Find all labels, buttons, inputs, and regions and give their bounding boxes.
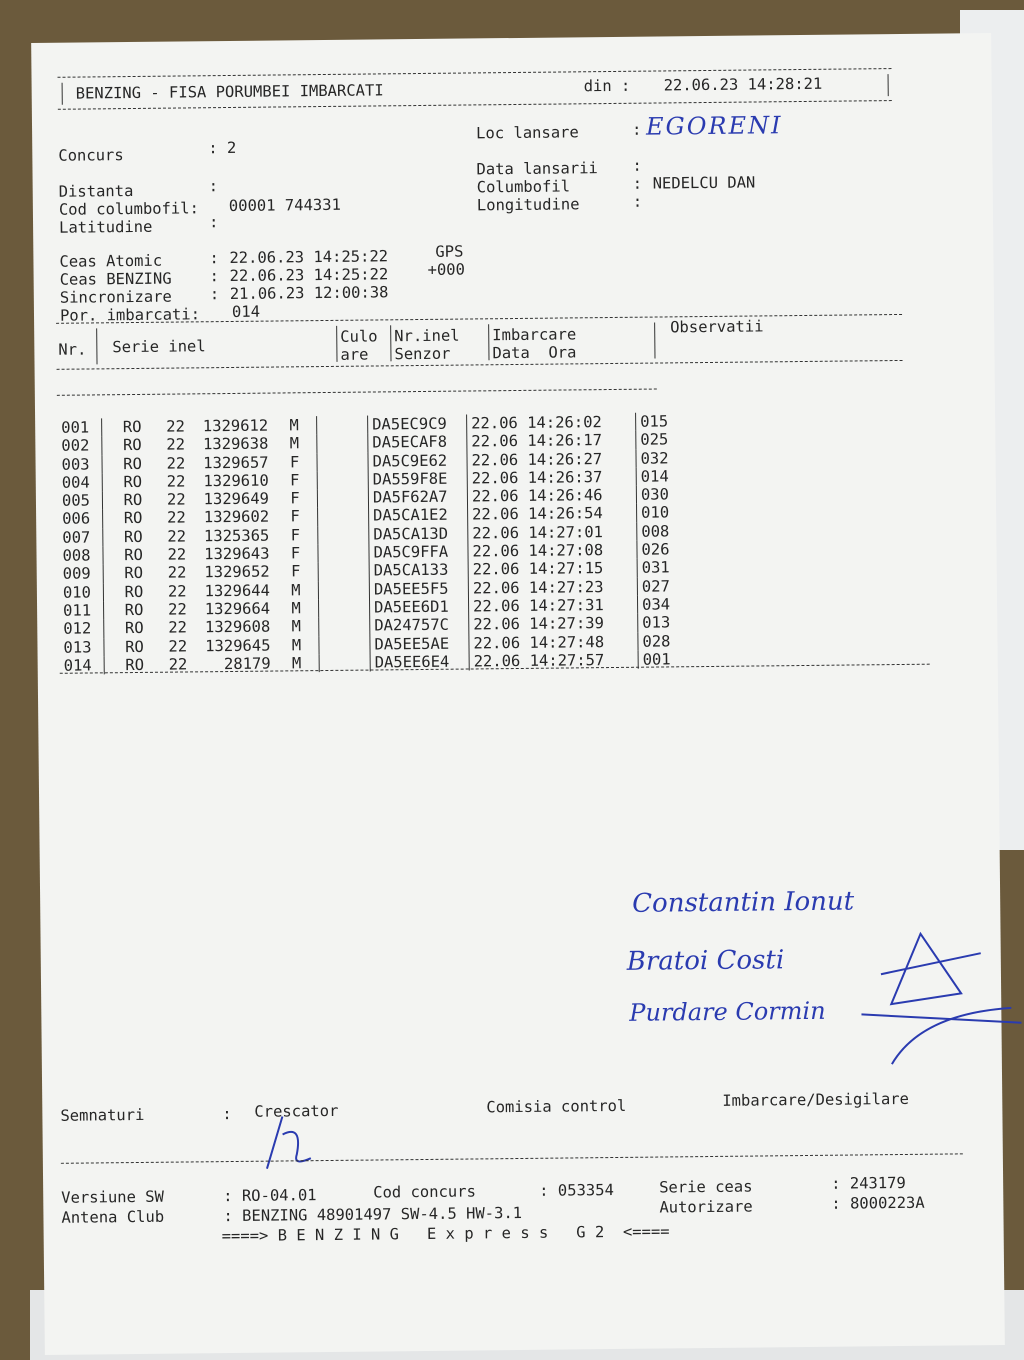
- crescator-label: Crescator: [254, 1101, 339, 1121]
- cell-sex: M: [291, 617, 302, 636]
- cell-dt: 22.06 14:27:31: [468, 596, 637, 616]
- cell-yr: 22: [168, 600, 187, 619]
- cell-sensor: DA5ECAF8: [368, 433, 467, 452]
- cell-ring: 1329645: [205, 636, 271, 655]
- cell-sensor: DA5EC9C9: [368, 415, 467, 434]
- cell-ro: RO: [123, 472, 143, 492]
- cell-sex: F: [290, 544, 301, 563]
- cell-nr: 002: [57, 437, 102, 456]
- ceas-benzing-colon: :: [209, 267, 220, 286]
- header-bar-left: [62, 83, 63, 105]
- cell-sex: F: [290, 489, 300, 508]
- handwritten-signature-1: Constantin Ionut: [632, 886, 855, 919]
- cell-dt: 22.06 14:27:23: [468, 577, 637, 597]
- cell-yr: 22: [168, 618, 188, 637]
- cell-obs: 025: [640, 430, 669, 450]
- ceas-benzing-label: Ceas BENZING: [59, 269, 172, 289]
- cell-col: [319, 617, 370, 636]
- cell-yr: 22: [166, 454, 186, 473]
- pigeon-table: [57, 412, 707, 675]
- cell-col: [317, 489, 368, 508]
- cell-sensor: DA24757C: [370, 616, 469, 635]
- cell-obs: 031: [641, 558, 670, 578]
- handwritten-signature-3: Purdare Cormin: [629, 996, 826, 1027]
- cell-yr: 22: [166, 472, 186, 491]
- cell-sex: F: [290, 507, 300, 526]
- cod-columbofil-value: 00001 744331: [228, 195, 341, 216]
- cell-obs: 026: [641, 540, 670, 559]
- cell-ring: 1329664: [204, 599, 271, 619]
- cell-nr: 010: [59, 583, 104, 602]
- cell-nr: 013: [59, 638, 104, 657]
- cell-ring: 1329610: [203, 471, 269, 491]
- cell-sex: F: [290, 526, 301, 545]
- table-rule-body-top: [57, 389, 657, 396]
- cell-nr: 005: [58, 492, 103, 511]
- cell-sex: M: [289, 434, 300, 453]
- latitudine-label: Latitudine: [58, 217, 153, 237]
- cell-dt: 22.06 14:26:27: [467, 449, 636, 469]
- serie-ceas-label: Serie ceas: [659, 1177, 753, 1197]
- cell-sex: M: [291, 654, 302, 673]
- cell-yr: 22: [166, 490, 186, 509]
- col-divider-culoare: [336, 326, 337, 362]
- col-nrinel-1: Nr.inel: [394, 326, 460, 346]
- sincronizare-label: Sincronizare: [59, 287, 172, 307]
- columbofil-colon: :: [632, 174, 643, 193]
- cell-obs: 028: [642, 631, 671, 651]
- cell-ro: RO: [125, 655, 145, 674]
- cell-col: [317, 470, 368, 489]
- ceas-benzing-value: 22.06.23 14:25:22: [229, 265, 389, 285]
- cell-dt: 22.06 14:27:15: [468, 559, 637, 579]
- cell-sex: M: [291, 580, 301, 600]
- cell-col: [318, 562, 369, 581]
- col-serie-inel: Serie inel: [112, 337, 206, 357]
- cell-dt: 22.06 14:27:39: [469, 614, 638, 634]
- cell-ro: RO: [124, 582, 144, 601]
- cell-yr: 22: [166, 435, 186, 454]
- cell-sex: F: [290, 562, 301, 581]
- col-imbarcare-1: Imbarcare: [492, 325, 577, 345]
- crescator-signature: [252, 1114, 323, 1175]
- cell-ring: 28179: [223, 654, 271, 673]
- cell-yr: 22: [167, 563, 187, 583]
- cell-nr: 009: [59, 565, 104, 584]
- cell-ring: 1329608: [204, 617, 271, 637]
- cell-sex: M: [291, 599, 301, 618]
- concurs-value: : 2: [208, 138, 237, 158]
- autorizare-value: : 8000223A: [831, 1193, 925, 1213]
- col-culoare-2: are: [340, 345, 369, 364]
- col-divider-nr: [96, 328, 97, 364]
- cell-yr: 22: [167, 527, 187, 546]
- cell-ring: 1329649: [203, 489, 270, 509]
- handwritten-signature-2: Bratoi Costi: [626, 945, 785, 977]
- cell-ro: RO: [123, 527, 143, 546]
- cell-dt: 22.06 14:27:08: [468, 541, 637, 561]
- cod-concurs-label: Cod concurs: [373, 1182, 476, 1202]
- columbofil-label: Columbofil: [476, 177, 571, 197]
- benzing-banner: ====> B E N Z I N G E x p r e s s G 2 <====: [221, 1222, 670, 1246]
- cell-obs: 015: [640, 412, 669, 431]
- concurs-label: Concurs: [58, 146, 124, 165]
- header-rule-bottom: [58, 100, 892, 110]
- cell-sensor: DA5CA13D: [369, 524, 468, 543]
- cell-dt: 22.06 14:26:17: [467, 431, 636, 451]
- cell-nr: 011: [59, 601, 104, 620]
- por-imbarcati-value: 014: [231, 302, 261, 321]
- cell-ro: RO: [124, 619, 144, 638]
- data-lansarii-label: Data lansarii: [476, 159, 598, 179]
- cell-yr: 22: [168, 637, 188, 656]
- col-divider-obs: [654, 323, 655, 359]
- paper-sheet: [31, 33, 1005, 1355]
- cell-dt: 22.06 14:26:46: [467, 486, 636, 506]
- cell-yr: 22: [168, 655, 188, 674]
- cell-obs: 013: [642, 613, 671, 632]
- cell-ro: RO: [122, 417, 142, 437]
- versiune-label: Versiune SW: [61, 1187, 164, 1207]
- cell-ro: RO: [122, 436, 142, 455]
- ceas-atomic-label: Ceas Atomic: [59, 251, 163, 271]
- cell-nr: 006: [58, 510, 103, 529]
- document-title: BENZING - FISA PORUMBEI IMBARCATI: [75, 81, 384, 103]
- sincronizare-value: 21.06.23 12:00:38: [229, 283, 389, 303]
- comisia-label: Comisia control: [486, 1096, 627, 1117]
- cell-col: [318, 507, 369, 526]
- cod-concurs-value: : 053354: [539, 1181, 614, 1200]
- serie-ceas-value: : 243179: [831, 1173, 906, 1193]
- cell-nr: 014: [60, 656, 105, 675]
- cell-sensor: DA5C9FFA: [369, 543, 468, 562]
- cod-columbofil-label: Cod columbofil:: [58, 199, 199, 219]
- cell-dt: 22.06 14:27:01: [468, 523, 637, 543]
- cell-ring: 1325365: [203, 526, 270, 546]
- cell-sensor: DA5F62A7: [368, 488, 467, 507]
- cell-col: [317, 452, 368, 471]
- cell-ring: 1329643: [204, 544, 270, 564]
- sincronizare-colon: :: [209, 285, 220, 304]
- latitudine-colon: :: [208, 213, 219, 232]
- cell-nr: 007: [58, 528, 103, 547]
- col-divider-imbarcare: [488, 324, 489, 360]
- ceas-atomic-colon: :: [209, 249, 219, 268]
- cell-yr: 22: [167, 508, 186, 528]
- cell-yr: 22: [167, 545, 187, 564]
- cell-obs: 027: [641, 577, 670, 596]
- ceas-atomic-source: GPS: [435, 242, 464, 261]
- cell-sensor: DA5C9E62: [368, 451, 467, 470]
- cell-yr: 22: [167, 582, 187, 601]
- cell-col: [318, 599, 369, 618]
- cell-nr: 008: [58, 546, 103, 565]
- autorizare-label: Autorizare: [659, 1197, 753, 1217]
- cell-sensor: DA5EE6D1: [369, 597, 468, 616]
- col-imbarcare-2: Data Ora: [492, 343, 577, 363]
- loc-lansare-label: Loc lansare: [476, 123, 579, 143]
- longitudine-label: Longitudine: [476, 195, 580, 215]
- imbarcare-label: Imbarcare/Desigilare: [722, 1089, 909, 1110]
- cell-col: [318, 544, 369, 563]
- cell-sex: F: [289, 471, 300, 490]
- cell-ro: RO: [124, 545, 143, 565]
- cell-ro: RO: [123, 454, 142, 473]
- cell-sensor: DA559F8E: [368, 469, 467, 488]
- cell-obs: 001: [642, 650, 671, 669]
- por-imbarcati-label: Por. imbarcati:: [59, 305, 201, 325]
- cell-dt: 22.06 14:26:02: [467, 413, 636, 433]
- cell-ring: 1329612: [202, 416, 269, 436]
- cell-ro: RO: [124, 600, 144, 620]
- cell-col: [318, 525, 369, 544]
- columbofil-value: NEDELCU DAN: [652, 173, 756, 193]
- cell-dt: 22.06 14:26:37: [467, 468, 636, 488]
- cell-nr: 012: [59, 620, 104, 639]
- col-nr: Nr.: [58, 340, 87, 359]
- distanta-colon: :: [208, 177, 219, 196]
- cell-obs: 032: [640, 449, 669, 468]
- cell-sensor: DA5EE5AE: [370, 634, 469, 653]
- cell-sex: M: [291, 635, 302, 654]
- cell-yr: 22: [166, 417, 185, 436]
- cell-dt: 22.06 14:27:57: [469, 651, 638, 671]
- antena-label: Antena Club: [61, 1207, 165, 1227]
- cell-ring: 1329602: [203, 508, 270, 527]
- cell-col: [319, 635, 370, 654]
- table-rule-header: [57, 360, 903, 370]
- cell-ring: 1329652: [204, 562, 270, 582]
- col-culoare-1: Culo: [340, 327, 378, 346]
- footer-rule: [61, 1153, 963, 1163]
- cell-ro: RO: [123, 509, 143, 528]
- cell-obs: 010: [641, 503, 670, 523]
- cell-obs: 034: [641, 595, 671, 614]
- cell-ro: RO: [123, 491, 143, 510]
- cell-sensor: DA5CA1E2: [369, 506, 468, 525]
- semnaturi-colon: :: [222, 1105, 232, 1124]
- cell-obs: 008: [641, 522, 670, 541]
- antena-value: : BENZING 48901497 SW-4.5 HW-3.1: [223, 1203, 523, 1226]
- data-lansarii-colon: :: [632, 156, 642, 175]
- din-label: din :: [583, 76, 631, 96]
- cell-sex: M: [289, 416, 299, 435]
- cell-nr: 003: [57, 455, 102, 474]
- cell-dt: 22.06 14:26:54: [468, 504, 637, 524]
- cell-obs: 030: [640, 485, 670, 504]
- cell-col: [318, 580, 369, 599]
- cell-obs: 014: [640, 467, 669, 486]
- cell-ro: RO: [124, 564, 144, 583]
- cell-sex: F: [289, 452, 300, 471]
- cell-ro: RO: [125, 637, 144, 656]
- cell-nr: 004: [58, 473, 103, 492]
- cell-sensor: DA5EE5F5: [369, 579, 468, 598]
- din-value: 22.06.23 14:28:21: [663, 74, 823, 95]
- loc-lansare-handwritten: EGORENI: [645, 111, 783, 141]
- signature-scribble: [860, 912, 1024, 1074]
- cell-col: [317, 434, 368, 453]
- cell-sensor: DA5EE6E4: [370, 652, 469, 671]
- distanta-label: Distanta: [58, 182, 134, 201]
- ceas-atomic-value: 22.06.23 14:25:22: [229, 247, 389, 267]
- cell-nr: 001: [57, 418, 102, 437]
- loc-lansare-colon: :: [632, 120, 642, 139]
- col-observatii: Observatii: [670, 317, 764, 337]
- cell-ring: 1329657: [203, 453, 269, 472]
- col-divider-senzor: [390, 325, 391, 361]
- longitudine-colon: :: [632, 192, 643, 211]
- cell-col: [317, 416, 368, 435]
- cell-ring: 1329638: [202, 434, 269, 454]
- cell-dt: 22.06 14:27:48: [469, 632, 638, 652]
- cell-sensor: DA5CA133: [369, 561, 468, 580]
- semnaturi-label: Semnaturi: [60, 1105, 145, 1125]
- versiune-value: : RO-04.01: [223, 1186, 317, 1206]
- header-bar-right: [888, 74, 889, 96]
- col-nrinel-2: Senzor: [394, 344, 451, 364]
- cell-ring: 1329644: [204, 581, 270, 600]
- ceas-benzing-offset: +000: [427, 260, 465, 279]
